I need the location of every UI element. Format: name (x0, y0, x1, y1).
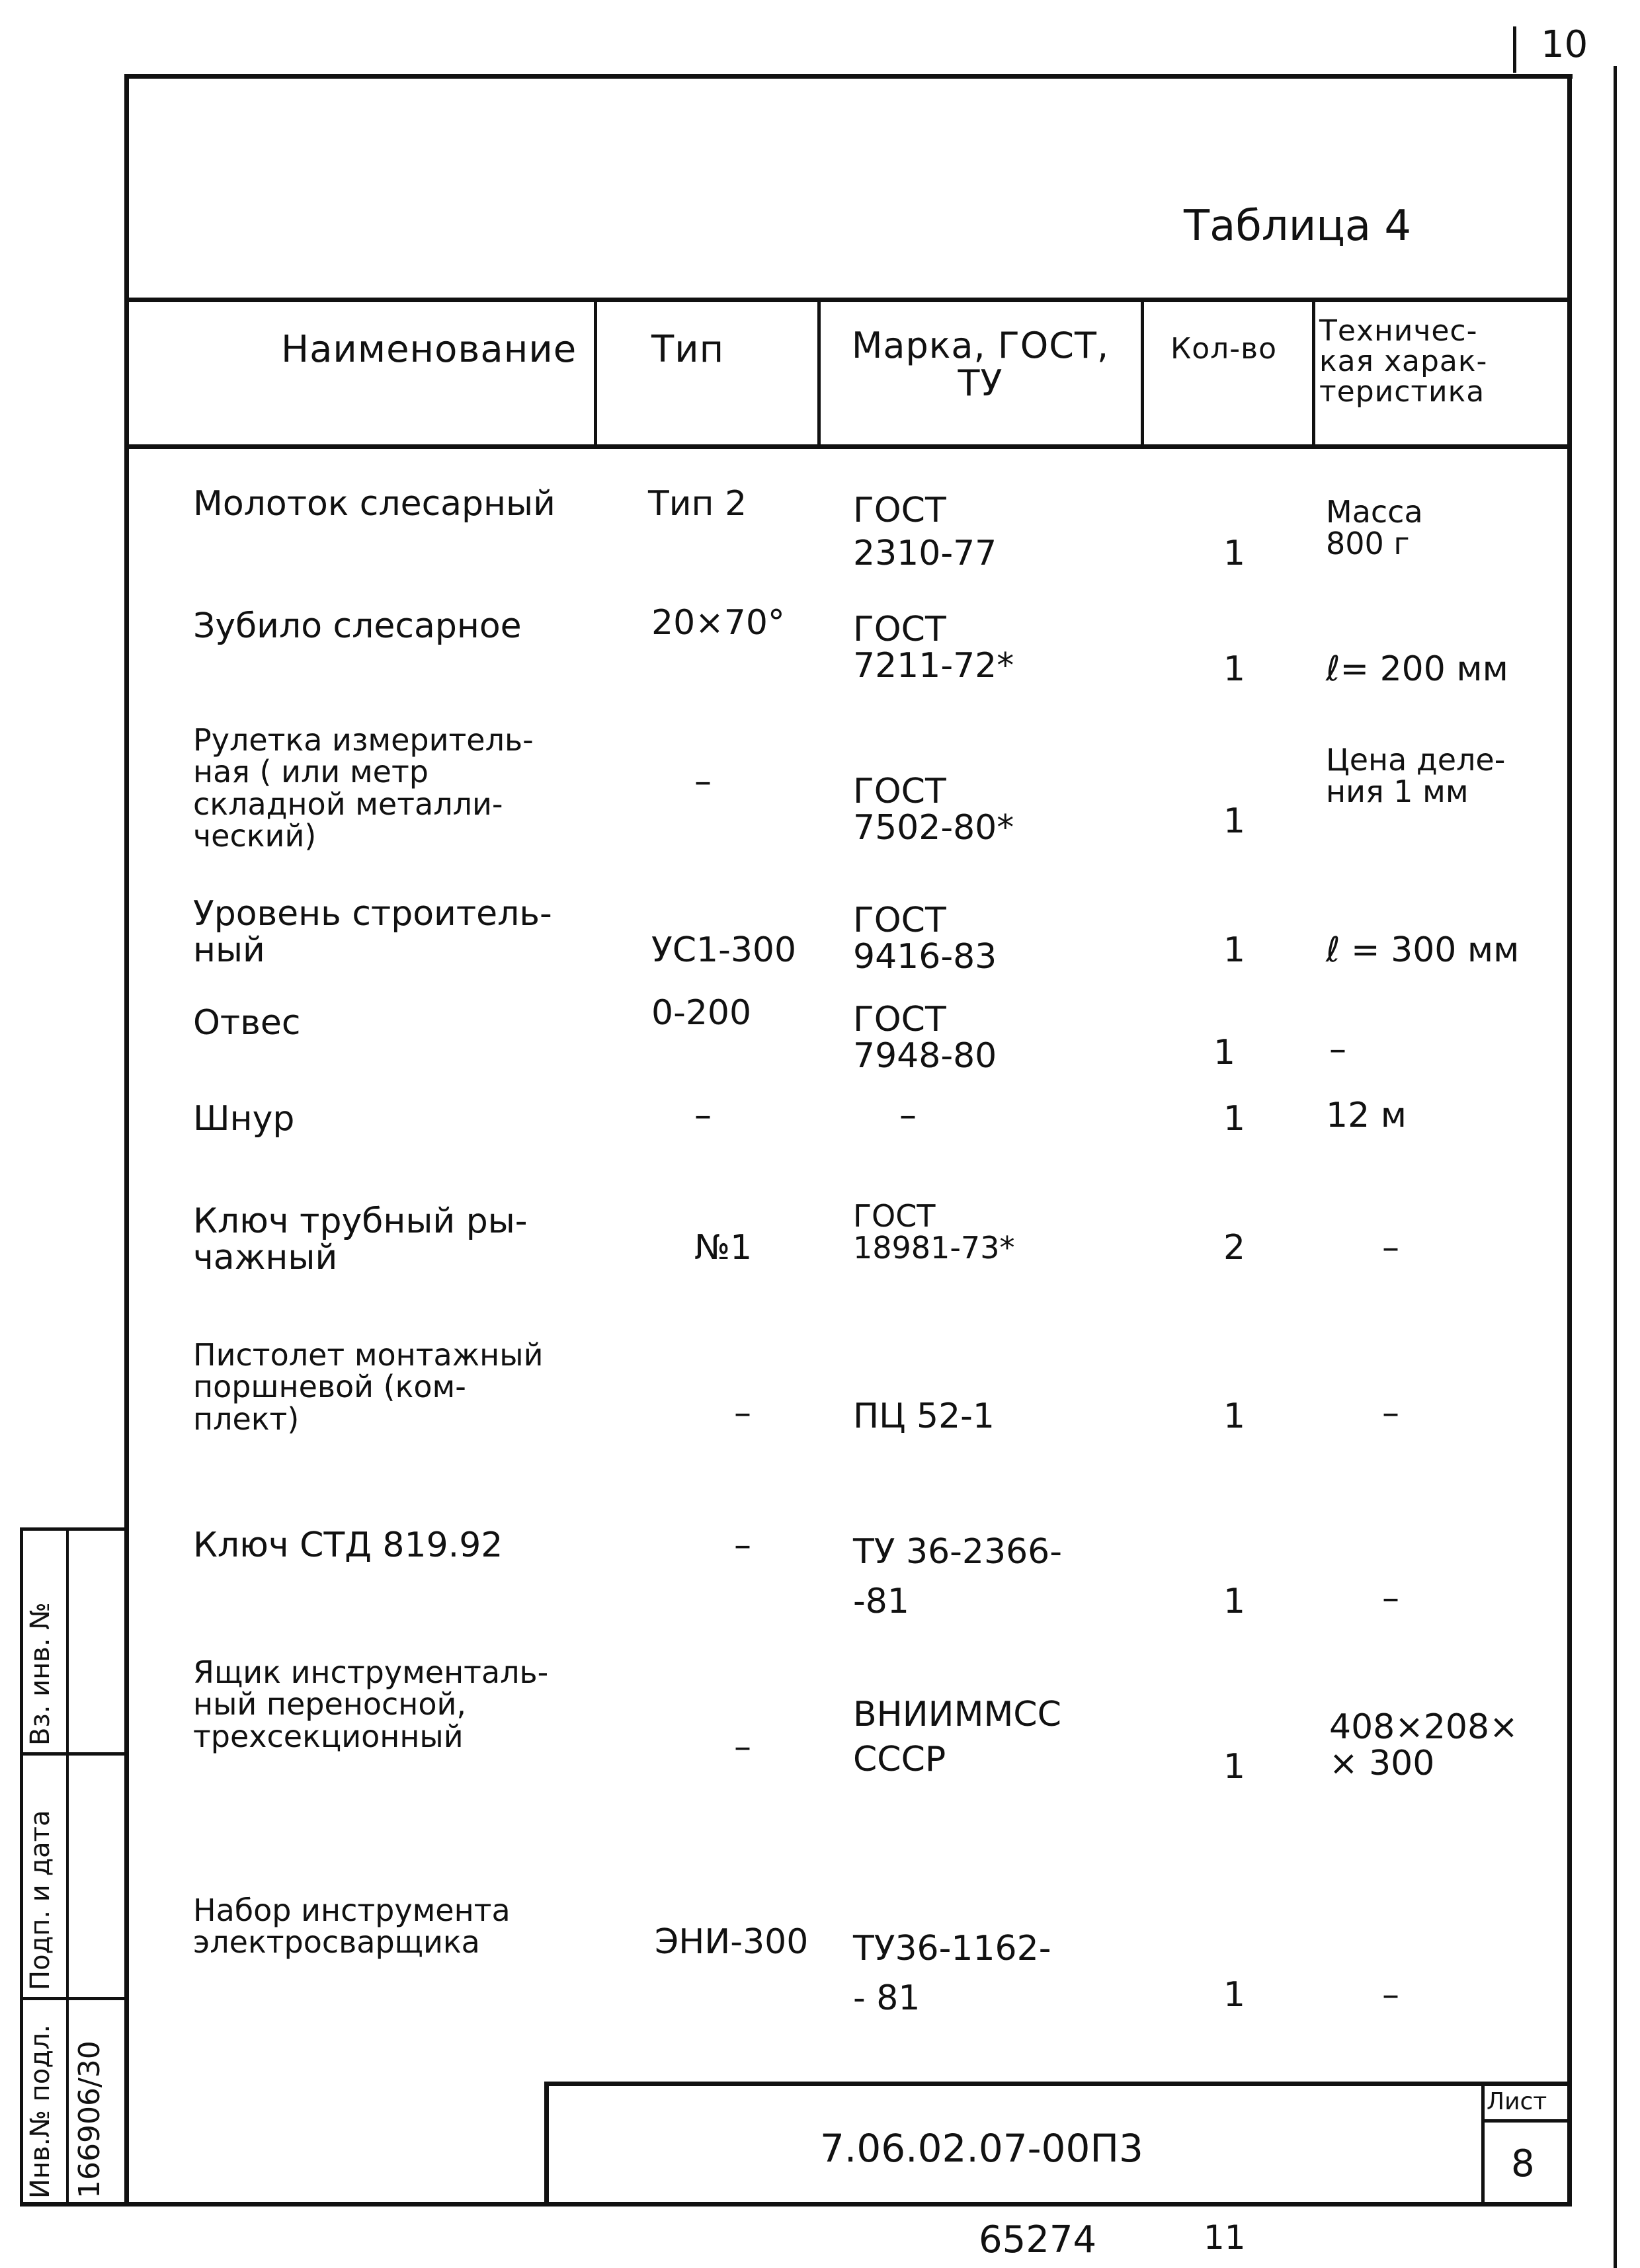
row-1-type: Тип 2 (648, 484, 747, 524)
row-8-name: Пистолет монтажный поршневой (ком- плект) (193, 1337, 544, 1437)
title-block-top (546, 2082, 1572, 2086)
row-9-type: – (734, 1525, 751, 1565)
row-5-tech: – (1329, 1030, 1346, 1069)
row-2-qty: 1 (1223, 649, 1246, 689)
table-title: Таблица 4 (1184, 202, 1412, 251)
header-bottom-rule (126, 444, 1572, 449)
row-1-mark: ГОСТ 2310-77 (853, 491, 997, 573)
col-divider-4 (1312, 298, 1315, 447)
row-9-tech: – (1382, 1578, 1399, 1618)
stamp-divider-2 (20, 1997, 126, 2000)
row-11-name: Набор инструмента электросварщика (193, 1892, 511, 1961)
stamp-left (20, 1527, 23, 2205)
top-right-short-vertical (1513, 26, 1516, 73)
sheet-label: Лист (1487, 2088, 1547, 2115)
bottom-number-left: 65274 (979, 2218, 1097, 2261)
row-5-qty: 1 (1213, 1033, 1236, 1073)
row-11-mark: ТУ36-1162- - 81 (853, 1929, 1051, 2019)
header-name: Наименование (281, 328, 577, 371)
header-qty: Кол-во (1170, 332, 1278, 366)
sheet-box-left (1481, 2082, 1485, 2204)
bottom-number-right: 11 (1204, 2218, 1246, 2257)
stamp-sign-date: Подп. и дата (25, 1810, 56, 1990)
row-5-name: Отвес (193, 1003, 301, 1043)
row-7-mark: ГОСТ 18981-73* (853, 1198, 1015, 1266)
row-6-name: Шнур (193, 1099, 295, 1139)
row-11-type: ЭНИ-300 (655, 1922, 809, 1962)
row-4-name: Уровень строитель- ный (193, 894, 552, 970)
row-1-qty: 1 (1223, 534, 1246, 573)
row-1-tech: Масса 800 г (1326, 494, 1423, 562)
sheet-number: 8 (1511, 2142, 1535, 2185)
row-6-tech: 12 м (1326, 1096, 1407, 1135)
row-11-tech: – (1382, 1975, 1399, 2015)
row-4-type: УС1-300 (651, 930, 797, 970)
row-8-tech: – (1382, 1393, 1399, 1433)
row-4-tech: ℓ = 300 мм (1326, 930, 1520, 970)
row-1-name: Молоток слесарный (193, 484, 555, 524)
outer-right-rule (1614, 66, 1617, 2268)
row-5-mark: ГОСТ 7948-80 (853, 1000, 997, 1076)
row-6-type: – (694, 1096, 712, 1135)
row-7-qty: 2 (1223, 1228, 1246, 1268)
stamp-col-divider (66, 1527, 69, 2205)
document-code: 7.06.02.07-00П3 (820, 2126, 1143, 2171)
row-9-mark: ТУ 36-2366- -81 (853, 1532, 1063, 1622)
row-4-mark: ГОСТ 9416-83 (853, 901, 997, 977)
row-8-qty: 1 (1223, 1397, 1246, 1436)
frame-top (126, 74, 1573, 79)
title-block-left (544, 2082, 549, 2204)
row-3-tech: Цена деле- ния 1 мм (1326, 742, 1506, 810)
row-7-tech: – (1382, 1228, 1399, 1268)
row-10-qty: 1 (1223, 1747, 1246, 1787)
frame-right (1567, 74, 1572, 2207)
stamp-inv-value: 166906/30 (73, 2041, 106, 2199)
row-4-qty: 1 (1223, 930, 1246, 970)
row-7-name: Ключ трубный ры- чажный (193, 1201, 528, 1277)
row-11-qty: 1 (1223, 1975, 1246, 2015)
row-2-name: Зубило слесарное (193, 606, 522, 646)
stamp-top (20, 1527, 126, 1531)
row-10-mark: ВНИИММСС СССР (853, 1695, 1061, 1779)
col-divider-3 (1141, 298, 1144, 447)
row-2-type: 20×70° (651, 603, 785, 643)
stamp-inv-label: Инв.№ подл. (25, 2024, 56, 2199)
row-8-type: – (734, 1393, 751, 1433)
frame-left (124, 74, 129, 2207)
header-type: Тип (651, 328, 725, 371)
sheet-box-divider (1481, 2119, 1572, 2123)
row-10-name: Ящик инструменталь- ный переносной, трехсекционный (193, 1654, 549, 1754)
header-tech: Техничес- кая харак- теристика (1319, 314, 1488, 409)
header-top-rule (126, 298, 1572, 302)
stamp-divider-1 (20, 1752, 126, 1756)
stamp-replace-inv: Вз. инв. № (25, 1602, 56, 1746)
row-10-tech: 408×208× × 300 (1329, 1707, 1518, 1783)
row-8-mark: ПЦ 52-1 (853, 1397, 995, 1436)
row-3-qty: 1 (1223, 801, 1246, 841)
row-6-qty: 1 (1223, 1099, 1246, 1139)
row-2-mark: ГОСТ 7211-72* (853, 610, 1014, 686)
row-9-qty: 1 (1223, 1582, 1246, 1621)
row-10-type: – (734, 1727, 751, 1767)
row-3-type: – (694, 762, 712, 801)
col-divider-1 (594, 298, 597, 447)
row-3-mark: ГОСТ 7502-80* (853, 772, 1014, 848)
frame-bottom (20, 2202, 1572, 2207)
row-6-mark: – (899, 1096, 917, 1135)
header-mark: Марка, ГОСТ, ТУ (851, 325, 1110, 404)
row-5-type: 0-200 (651, 993, 752, 1033)
row-3-name: Рулетка измеритель- ная ( или метр складной металли- ческий) (193, 722, 534, 854)
row-7-type: №1 (694, 1228, 753, 1268)
row-2-tech: ℓ= 200 мм (1326, 649, 1508, 689)
corner-page-number: 10 (1541, 23, 1588, 66)
row-9-name: Ключ СТД 819.92 (193, 1525, 503, 1565)
